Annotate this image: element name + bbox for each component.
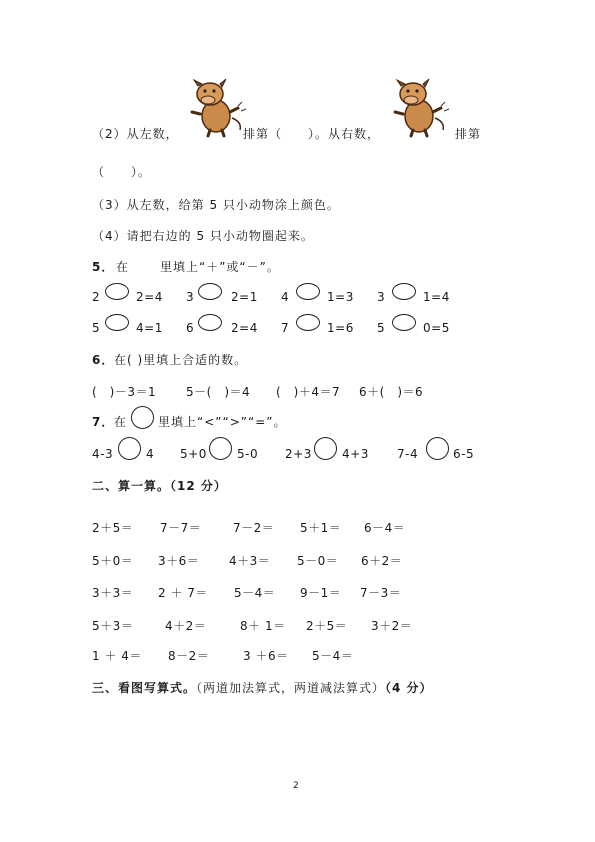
calc-r2-1: 5＋0＝: [92, 554, 134, 568]
q5-r1-d-right: 1=4: [423, 290, 450, 304]
answer-circle[interactable]: [105, 314, 129, 331]
calc-r4-5: 3＋2＝: [371, 619, 413, 633]
q5-r2-a-left: 5: [92, 321, 101, 335]
calc-r4-2: 4＋2＝: [165, 619, 207, 633]
calc-r1-2: 7－7＝: [160, 521, 202, 535]
q7-prompt-a: 在: [114, 415, 128, 429]
section3-score: （4 分）: [385, 681, 433, 695]
q5-r1-b-left: 3: [186, 290, 195, 304]
calc-r5-4: 5－4＝: [312, 649, 354, 663]
q5-r1-c-left: 4: [281, 290, 290, 304]
q3-text: （3）从左数，给第 5 只小动物涂上颜色。: [92, 198, 340, 212]
calc-r1-5: 6－4＝: [364, 521, 406, 535]
q7-item-1-left: 4-3: [92, 447, 114, 461]
q7-prompt-b: 里填上“<”“>”“=”。: [158, 415, 287, 429]
calc-r3-3: 5－4＝: [234, 586, 276, 600]
q7-item-2-right: 5-0: [237, 447, 259, 461]
calc-r1-3: 7－2＝: [233, 521, 275, 535]
q6-item-1: ( )－3＝1: [92, 385, 157, 399]
q5-r1-c-right: 1=3: [327, 290, 354, 304]
section2-title: 二、算一算。（12 分）: [92, 479, 227, 493]
q6-number: 6．: [92, 353, 115, 367]
q7-item-3-left: 2+3: [285, 447, 312, 461]
q5-r2-d-right: 0=5: [423, 321, 450, 335]
section3-note: （两道加法算式，两道减法算式）: [196, 681, 386, 695]
calc-r4-4: 2＋5＝: [306, 619, 348, 633]
cow-illustration-right: [389, 78, 455, 138]
calc-r2-3: 4＋3＝: [229, 554, 271, 568]
calc-r4-3: 8＋ 1＝: [240, 619, 286, 633]
section3-heading: [92, 680, 433, 696]
q5-number: 5．: [92, 260, 115, 274]
q5-r2-b-right: 2=4: [231, 321, 258, 335]
q2-part-c: 排第: [455, 127, 482, 141]
answer-circle[interactable]: [296, 314, 320, 331]
answer-circle[interactable]: [426, 437, 449, 460]
q7-item-2-left: 5+0: [180, 447, 207, 461]
q5-prompt-b: 里填上“＋”或“－”。: [160, 260, 280, 274]
calc-r2-4: 5－0＝: [297, 554, 339, 568]
answer-circle[interactable]: [209, 437, 232, 460]
calc-r2-2: 3＋6＝: [158, 554, 200, 568]
answer-circle[interactable]: [314, 437, 337, 460]
q6-prompt: 在( )里填上合适的数。: [114, 353, 248, 367]
answer-circle[interactable]: [392, 314, 416, 331]
calc-r4-1: 5＋3＝: [92, 619, 134, 633]
q5-r2-c-right: 1=6: [327, 321, 354, 335]
q6-item-2: 5－( )＝4: [186, 385, 251, 399]
q4-text: （4）请把右边的 5 只小动物圈起来。: [92, 229, 314, 243]
q7-item-4-left: 7-4: [397, 447, 419, 461]
q5-r2-a-right: 4=1: [136, 321, 163, 335]
answer-circle[interactable]: [118, 437, 141, 460]
section3-title: 三、看图写算式。: [92, 681, 197, 695]
q6-item-4: 6＋( )＝6: [359, 385, 424, 399]
q2-part-d: （ ）。: [92, 165, 152, 179]
calc-r3-5: 7－3＝: [360, 586, 402, 600]
calc-r3-2: 2 ＋ 7＝: [158, 586, 208, 600]
q5-prompt-a: 在: [116, 260, 130, 274]
calc-r1-1: 2＋5＝: [92, 521, 134, 535]
q5-r2-c-left: 7: [281, 321, 290, 335]
q5-r2-d-left: 5: [377, 321, 386, 335]
q5-r1-a-right: 2=4: [136, 290, 163, 304]
answer-circle[interactable]: [198, 283, 222, 300]
answer-circle[interactable]: [198, 314, 222, 331]
page-number: 2: [293, 781, 299, 791]
q5-r1-b-right: 2=1: [231, 290, 258, 304]
calc-r3-4: 9－1＝: [300, 586, 342, 600]
calc-r1-4: 5＋1＝: [300, 521, 342, 535]
answer-circle[interactable]: [296, 283, 320, 300]
q5-r1-d-left: 3: [377, 290, 386, 304]
answer-circle: [131, 406, 154, 429]
q6-item-3: ( )＋4＝7: [276, 385, 341, 399]
answer-circle[interactable]: [105, 283, 129, 300]
q7-item-1-right: 4: [146, 447, 155, 461]
q7-number: 7．: [92, 415, 115, 429]
answer-circle[interactable]: [392, 283, 416, 300]
q2-part-b: 排第（ ）。从右数，: [243, 127, 381, 141]
calc-r5-1: 1 ＋ 4＝: [92, 649, 142, 663]
q5-r2-b-left: 6: [186, 321, 195, 335]
calc-r5-2: 8－2＝: [168, 649, 210, 663]
q2-part-a: （2）从左数，: [92, 127, 179, 141]
q7-item-4-right: 6-5: [453, 447, 475, 461]
calc-r5-3: 3 ＋6＝: [243, 649, 289, 663]
calc-r2-5: 6＋2＝: [361, 554, 403, 568]
calc-r3-1: 3＋3＝: [92, 586, 134, 600]
q5-r1-a-left: 2: [92, 290, 101, 304]
q7-item-3-right: 4+3: [342, 447, 369, 461]
